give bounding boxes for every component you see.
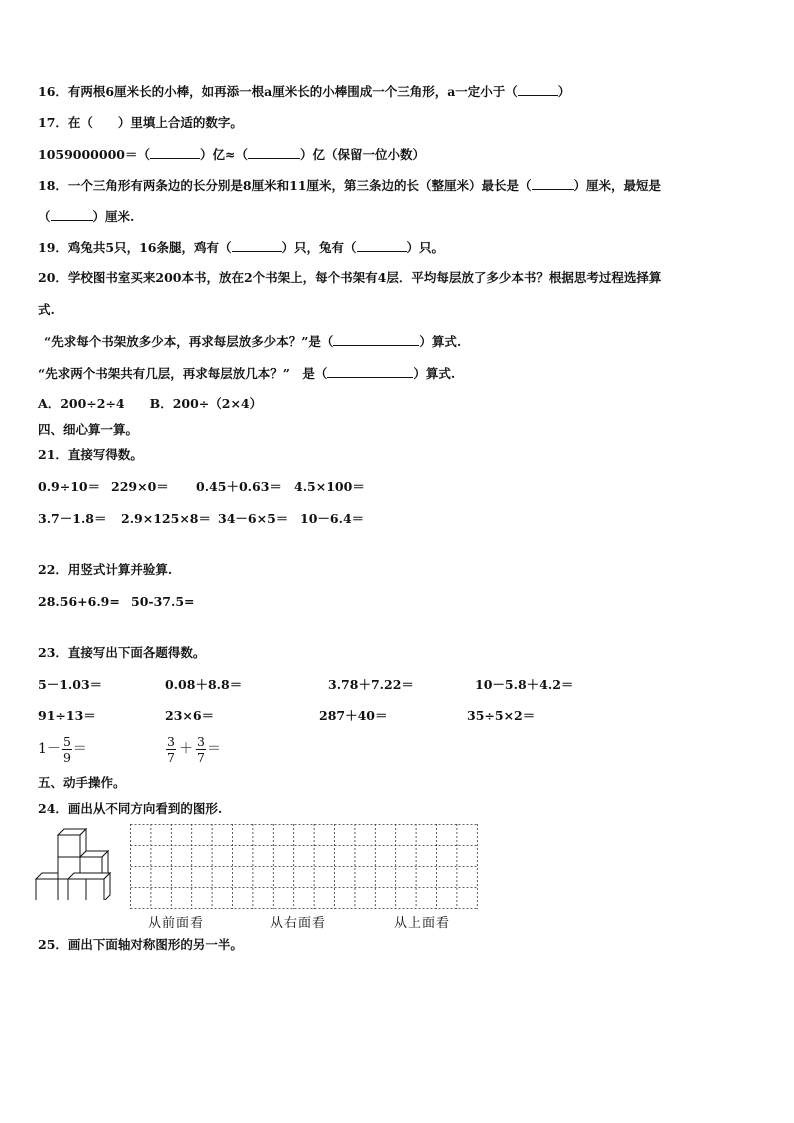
q18-blank-max[interactable] [532,177,574,190]
question-22-title: 22．用竖式计算并验算. [38,562,173,577]
question-20-sub2: “先求两个书架共有几层，再求每层放几本？” 是（ ）算式. [38,366,456,381]
question-20-line1: 20．学校图书室买来200本书，放在2个书架上，每个书架有4层．平均每层放了多少本书？根据思考过程选择算 [38,270,662,285]
q23-item: 23×6＝ [165,708,215,723]
fraction: $\frac{3}{7}$ [167,734,175,765]
question-17-line: 1059000000＝（ ）亿≈（ ）亿（保留一位小数） [38,147,425,162]
section-4-heading: 四、细心算一算。 [38,422,139,437]
question-17: 17．在（ ）里填上合适的数字。 [38,115,243,130]
question-18: 18．一个三角形有两条边的长分别是8厘米和11厘米，第三条边的长（整厘米）最长是（ ）厘米，最短是 [38,178,662,193]
q21-item: 0.9÷10＝ [38,479,101,494]
cube-stack-figure [34,825,120,900]
question-19: 19．鸡兔共5只，16条腿，鸡有（ ）只，兔有（ ）只。 [38,240,445,255]
question-20-line2: 式. [38,302,55,317]
section-5-heading: 五、动手操作。 [38,775,126,790]
q21-item: 3.7－1.8＝ [38,511,107,526]
question-16 [38,83,570,100]
q16-text: 16．有两根6厘米长的小棒，如再添一根a厘米长的小棒围成一个三角形，a一定小于（ [38,84,518,99]
q16-answer-blank[interactable] [518,83,558,96]
q21-item: 34－6×5＝ [218,511,289,526]
q23-item: 10－5.8＋4.2＝ [475,677,574,692]
question-21-title: 21．直接写得数。 [38,447,143,462]
q20-blank-2[interactable] [327,365,413,378]
view-label-front: 从前面看 [148,916,205,931]
q23-item: 3.78＋7.22＝ [328,677,414,692]
q20-blank-1[interactable] [333,333,419,346]
drawing-grid[interactable] [130,824,480,910]
q23-item: 0.08＋8.8＝ [165,677,243,692]
q21-item: 10－6.4＝ [300,511,365,526]
q23-fraction-item-2: $\frac{3}{7}$ ＋ $\frac{3}{7}$ ＝ [165,733,221,767]
view-label-right: 从右面看 [270,916,327,931]
q21-item: 2.9×125×8＝ [121,511,211,526]
q23-item: 287＋40＝ [319,708,388,723]
q17-blank-2[interactable] [248,146,300,159]
q22-item: 50-37.5= [131,594,195,609]
q19-blank-chicken[interactable] [232,239,282,252]
question-24-title: 24．画出从不同方向看到的图形. [38,801,223,816]
q23-item: 91÷13＝ [38,708,96,723]
question-20-options: A．200÷2÷4 B．200÷（2×4） [38,396,263,411]
question-25-title: 25．画出下面轴对称图形的另一半。 [38,937,243,952]
q18-blank-min[interactable] [51,208,93,221]
question-18-line2: （ ）厘米. [38,209,135,224]
q21-item: 0.45＋0.63＝ [196,479,282,494]
q21-item: 229×0＝ [111,479,169,494]
q22-item: 28.56+6.9= [38,594,120,609]
question-23-title: 23．直接写出下面各题得数。 [38,645,206,660]
q21-item: 4.5×100＝ [294,479,365,494]
q17-blank-1[interactable] [150,146,200,159]
fraction: $\frac{5}{9}$ [62,734,71,765]
q19-blank-rabbit[interactable] [357,239,407,252]
view-label-top: 从上面看 [394,916,451,931]
q23-item: 35÷5×2＝ [467,708,536,723]
q16-tail: ） [557,84,571,99]
fraction: $\frac{3}{7}$ [197,734,205,765]
q23-fraction-item-1: 1－ $\frac{5}{9}$ ＝ [38,734,87,765]
question-20-sub1: “先求每个书架放多少本，再求每层放多少本？”是（ ）算式. [44,334,462,349]
q23-item: 5－1.03＝ [38,677,103,692]
